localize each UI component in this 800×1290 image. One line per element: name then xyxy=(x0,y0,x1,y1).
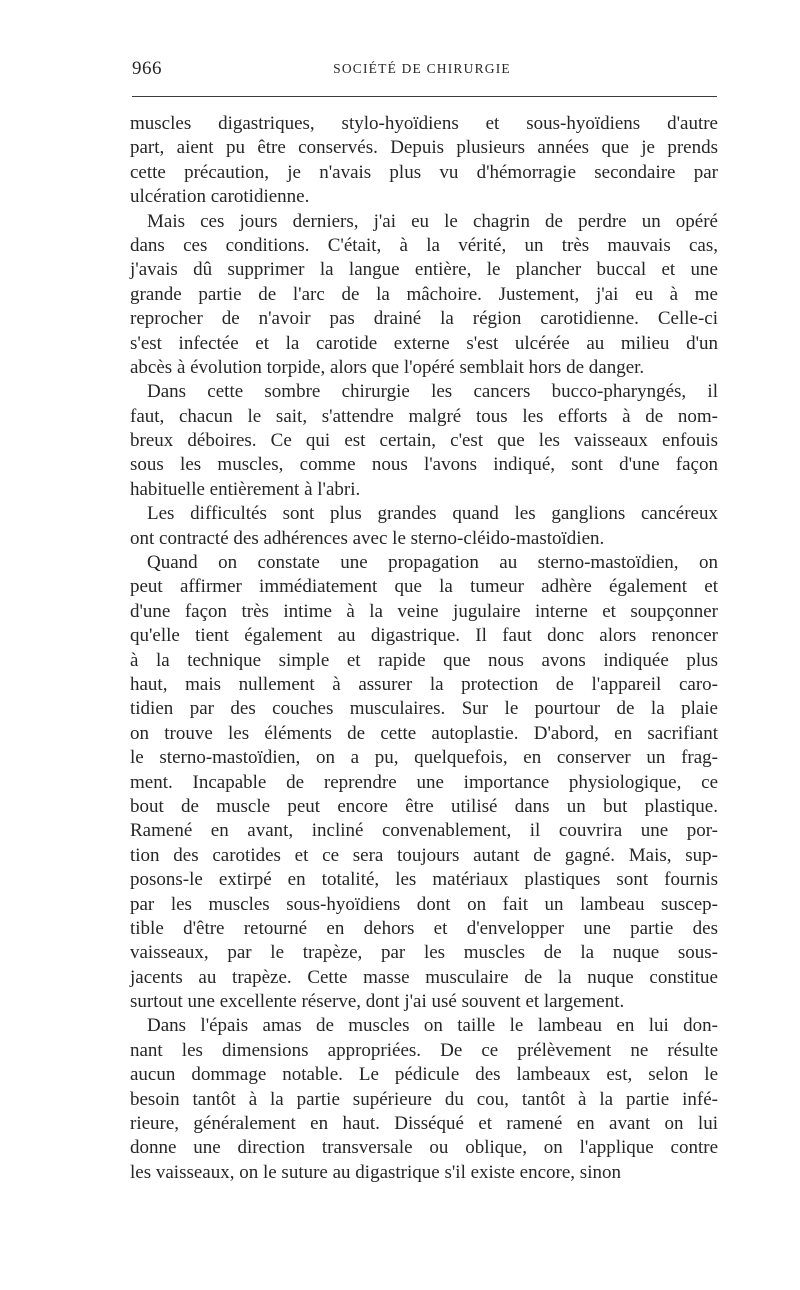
text-line: j'avais dû supprimer la langue entière, le plancher buccal et une xyxy=(130,259,718,281)
text-line: s'est infectée et la carotide externe s'est ulcérée au milieu d'un xyxy=(130,332,718,354)
text-line: par les muscles sous-hyoïdiens dont on fait un lambeau suscep- xyxy=(130,893,718,915)
text-line: reprocher de n'avoir pas drainé la région carotidienne. Celle-ci xyxy=(130,308,718,330)
text-line: d'une façon très intime à la veine jugulaire interne et soupçonner xyxy=(130,600,718,622)
running-title: SOCIÉTÉ DE CHIRURGIE xyxy=(333,61,511,76)
text-line: muscles digastriques, stylo-hyoïdiens et sous-hyoïdiens d'autre xyxy=(130,113,718,134)
text-line: grande partie de l'arc de la mâchoire. Justement, j'ai eu à me xyxy=(130,283,718,305)
body-text xyxy=(130,112,718,1185)
text-line: qu'elle tient également au digastrique. Il faut donc alors renoncer xyxy=(130,625,718,647)
paragraph xyxy=(130,380,718,502)
paragraph xyxy=(130,502,718,551)
paragraph xyxy=(130,210,718,381)
text-line: Mais ces jours derniers, j'ai eu le chagrin de perdre un opéré xyxy=(147,210,718,232)
page-number: 966 xyxy=(132,58,162,79)
text-line: Ramené en avant, incliné convenablement, il couvrira une por- xyxy=(130,820,718,842)
page-header xyxy=(132,58,712,86)
text-line: à la technique simple et rapide que nous avons indiquée plus xyxy=(130,649,718,671)
text-line: surtout une excellente réserve, dont j'ai usé souvent et largement. xyxy=(130,991,625,1013)
text-line: Dans l'épais amas de muscles on taille le lambeau en lui don- xyxy=(147,1015,718,1037)
text-line: vaisseaux, par le trapèze, par les muscles de la nuque sous- xyxy=(130,942,718,964)
text-line: cette précaution, je n'avais plus vu d'hémorragie secondaire par xyxy=(130,161,718,183)
text-line: besoin tantôt à la partie supérieure du cou, tantôt à la partie infé- xyxy=(130,1088,718,1110)
paragraph xyxy=(130,551,718,1014)
text-line: breux déboires. Ce qui est certain, c'est que les vaisseaux enfouis xyxy=(130,430,718,452)
text-line: haut, mais nullement à assurer la protection de l'appareil caro- xyxy=(130,673,718,695)
text-line: ment. Incapable de reprendre une importance physiologique, ce xyxy=(130,771,718,793)
text-line: Dans cette sombre chirurgie les cancers bucco-pharyngés, il xyxy=(147,381,718,403)
text-line: on trouve les éléments de cette autoplastie. D'abord, en sacrifiant xyxy=(130,722,718,744)
text-line: tion des carotides et ce sera toujours autant de gagné. Mais, sup- xyxy=(130,844,718,866)
text-line: tible d'être retourné en dehors et d'envelopper une partie des xyxy=(130,917,718,939)
text-line: jacents au trapèze. Cette masse musculaire de la nuque constitue xyxy=(130,966,718,988)
text-line: rieure, généralement en haut. Disséqué et ramené en avant on lui xyxy=(130,1113,718,1135)
text-line: Les difficultés sont plus grandes quand les ganglions cancéreux xyxy=(147,503,718,525)
text-line: sous les muscles, comme nous l'avons indiqué, sont d'une façon xyxy=(130,454,718,476)
text-line: tidien par des couches musculaires. Sur le pourtour de la plaie xyxy=(130,698,718,720)
text-line: le sterno-mastoïdien, on a pu, quelquefois, en conserver un frag- xyxy=(130,747,718,769)
text-line: peut affirmer immédiatement que la tumeur adhère également et xyxy=(130,576,718,598)
header-rule xyxy=(132,96,717,97)
text-line: les vaisseaux, on le suture au digastrique s'il existe encore, sinon xyxy=(130,1161,621,1183)
text-line: habituelle entièrement à l'abri. xyxy=(130,478,361,500)
text-line: part, aient pu être conservés. Depuis plusieurs années que je prends xyxy=(130,137,718,159)
text-line: faut, chacun le sait, s'attendre malgré tous les efforts à de nom- xyxy=(130,405,718,427)
text-line: ont contracté des adhérences avec le sterno-cléido-mastoïdien. xyxy=(130,527,605,549)
paragraph xyxy=(130,112,718,210)
paragraph xyxy=(130,1014,718,1185)
text-line: posons-le extirpé en totalité, les matériaux plastiques sont fournis xyxy=(130,869,718,891)
text-line: donne une direction transversale ou oblique, on l'applique contre xyxy=(130,1137,718,1159)
text-line: abcès à évolution torpide, alors que l'opéré semblait hors de danger. xyxy=(130,356,645,378)
text-line: aucun dommage notable. Le pédicule des lambeaux est, selon le xyxy=(130,1064,718,1086)
text-line: ulcération carotidienne. xyxy=(130,186,310,208)
text-line: nant les dimensions appropriées. De ce prélèvement ne résulte xyxy=(130,1039,718,1061)
text-line: dans ces conditions. C'était, à la vérité, un très mauvais cas, xyxy=(130,234,718,256)
text-line: bout de muscle peut encore être utilisé dans un but plastique. xyxy=(130,795,718,817)
text-line: Quand on constate une propagation au sterno-mastoïdien, on xyxy=(147,552,718,574)
